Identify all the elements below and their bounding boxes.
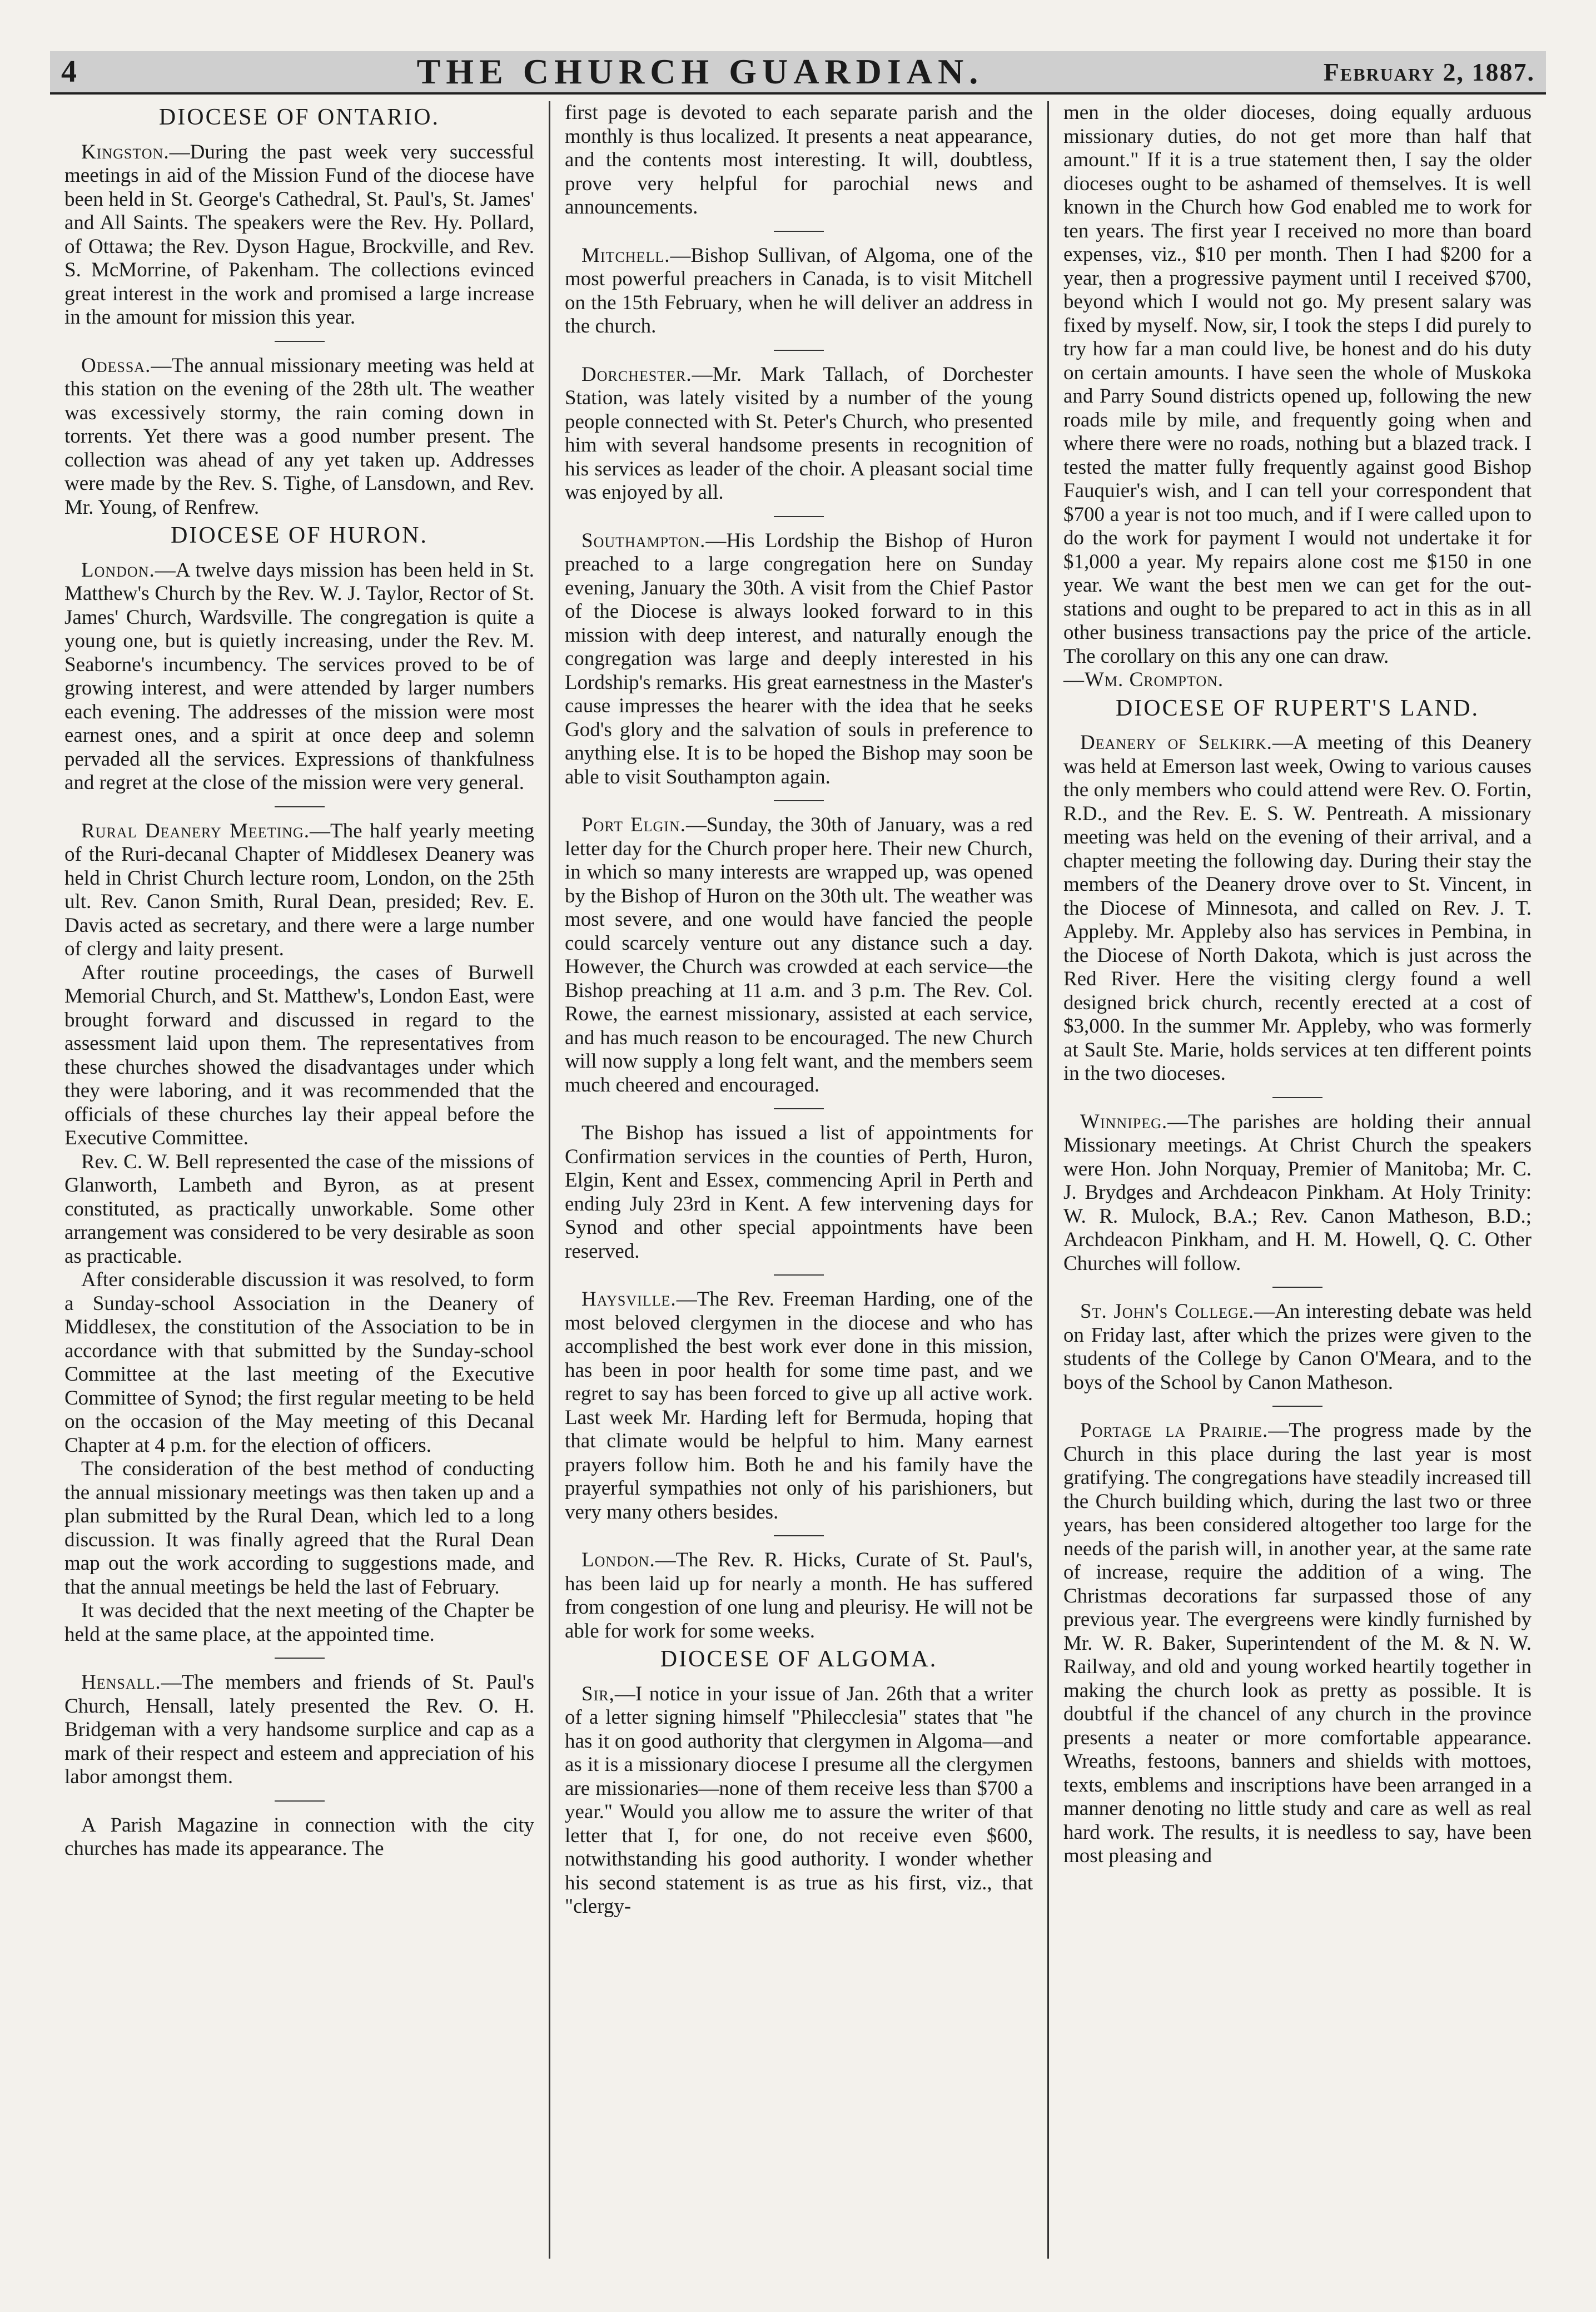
letter-signature: —Wm. Crompton. (1063, 668, 1224, 691)
paragraph-bishop-appointments: The Bishop has issued a list of appointments for Confirmation services in the counties of Perth, Huron, Elgin, Kent and Essex, commencing April in Perth and ending July 23rd in Kent. A few intervening days for Synod and other special appointments have been reserved. (565, 1122, 1033, 1263)
paragraph-parish-magazine: A Parish Magazine in connection with the city churches has made its appearance. The (64, 1813, 534, 1860)
article-london (64, 559, 534, 795)
text-hensall: —The members and friends of St. Paul's Church, Hensall, lately presented the Rev. O. H. Bridgeman with a very handsome surplice and cap as a mark of their respect and esteem and appreciation of his labor amongst them. (64, 1671, 534, 1788)
separator (774, 1535, 824, 1536)
masthead (50, 51, 1546, 95)
article-port-elgin (565, 813, 1033, 1097)
paragraph-after-routine: After routine proceedings, the cases of Burwell Memorial Church, and St. Matthew's, London East, were brought forward and discussed in regard to the assessment laid upon them. The representatives from these churches showed the disadvantages under which they were laboring, and it was recommended that the officials of these churches lay their appeal before the Executive Committee. (64, 961, 534, 1149)
lead-winnipeg: Winnipeg. (1080, 1110, 1168, 1133)
separator (275, 806, 325, 807)
article-haysville (565, 1288, 1033, 1524)
separator (275, 1800, 325, 1802)
article-rural-deanery (64, 820, 534, 961)
lead-london: London. (81, 558, 155, 582)
lead-mitchell: Mitchell. (581, 244, 670, 267)
lead-portage-la-prairie: Portage la Prairie. (1080, 1419, 1269, 1442)
separator (774, 231, 824, 232)
text-odessa: —The annual missionary meeting was held at this station on the evening of the 28th ult. The weather was excessively stormy, the rain coming down in torrents. Yet there was a good number present. The collection was ahead of any yet taken up. Addresses were made by the Rev. S. Tighe, of Lansdown, and Rev. Mr. Young, of Renfrew. (64, 354, 534, 519)
text-haysville: —The Rev. Freeman Harding, one of the most beloved clergymen in the diocese and who has accomplished the best work ever done in this mission, has been in poor health for some time past, and we regret to say has been forced to give up all active work. Last week Mr. Harding left for Bermuda, hoping that that climate would be helpful to him. Many earnest prayers follow him. Both he and his family have the prayerful sympathies not only of his parishioners, but very many others besides. (565, 1288, 1033, 1524)
text-deanery-selkirk: —A meeting of this Deanery was held at Emerson last week, Owing to various causes the only members who could attend were Rev. O. Fortin, R.D., and the Rev. E. S. W. Pentreath. A missionary meeting was held on the evening of their arrival, and a chapter meeting the following day. During their stay the members of the Deanery drove over to St. Vincent, in the Diocese of Minnesota, and called on Rev. J. T. Appleby. Mr. Appleby also has services in Pembina, in the Diocese of North Dakota, which is just across the Red River. Here the visiting clergy found a well designed brick church, recently erected at a cost of $3,000. In the summer Mr. Appleby, who was formerly at Sault Ste. Marie, holds services at ten different points in the two dioceses. (1063, 731, 1532, 1085)
article-winnipeg (1063, 1110, 1532, 1276)
article-deanery-selkirk (1063, 731, 1532, 1086)
lead-sir: Sir, (581, 1682, 615, 1705)
column-3 (1047, 101, 1546, 2259)
heading-diocese-algoma: DIOCESE OF ALGOMA. (660, 1646, 938, 1672)
column-1 (50, 101, 549, 2259)
paragraph-parish-magazine-cont: first page is devoted to each separate parish and the monthly is thus localized. It presents a neat appearance, and the contents most interesting. It will, doubtless, prove very helpful for parochial news and announcements. (565, 101, 1033, 219)
article-odessa (64, 354, 534, 520)
text-portage-la-prairie: —The progress made by the Church in this place during the last year is most gratifying. The congregations have steadily increased till the Church building which, during the last two or three years, has been considered altogether too large for the needs of the parish will, in another year, at the same rate of increase, require the addition of a wing. The Christmas decorations far surpassed those of any previous year. The evergreens were kindly furnished by Mr. W. R. Baker, Superintendent of the M. & N. W. Railway, and old and young worked heartily together in making the church look as pretty as possible. It is doubtful if the chancel of any church in the province presents a neater or more comfortable appearance. Wreaths, festoons, banners and shields with mottoes, texts, emblems and inscriptions have been arranged in a manner denoting no little study and care as well as real hard work. The results, it is needless to say, have been most pleasing and (1063, 1419, 1532, 1867)
paragraph-consideration: The consideration of the best method of conducting the annual missionary meetings was then taken up and a plan submitted by the Rural Dean, which led to a long discussion. It was finally agreed that the Rural Dean map out the work according to suggestions made, and that the annual meetings be held the last of February. (64, 1457, 534, 1599)
text-port-elgin: —Sunday, the 30th of January, was a red letter day for the Church proper here. Their new Church, in which so many interests are wrapped up, was opened by the Bishop of Huron on the 30th ult. The weather was most severe, and one would have fancied the people could scarcely venture out any distance such a day. However, the Church was crowded at each service—the Bishop preaching at 11 a.m. and 3 p.m. The Rev. Col. Rowe, the earnest missionary, assisted at each service, and has much reason to be encouraged. The new Church will now supply a long felt want, and the members seem much cheered and encouraged. (565, 813, 1033, 1097)
lead-st-johns-college: St. John's College. (1080, 1300, 1254, 1323)
separator (774, 1274, 824, 1276)
letter-algoma-cont: men in the older dioceses, doing equally arduous missionary duties, do not get more than half that amount." If it is a true statement then, I say the older dioceses ought to be ashamed of themselves. It is well known in the Church how God enabled me to work for ten years. The first year I received no more than board expenses, viz., $10 per month. Then I had $200 for a year, then a progressive payment until I received $700, beyond which I would not go. My present salary was fixed by myself. Now, sir, I took the steps I did purely to try how far a man could live, be honest and do his duty on certain amounts. I have seen the whole of Muskoka and Parry Sound districts opened up, following the new roads mile by mile, and frequently going when and where there were no roads, nothing but a blazed track. I tested the matter fully frequently against good Bishop Fauquier's wish, and I can tell your correspondent that $700 a year is not too much, and if I were called upon to do the work for payment I would not undertake it for $1,000 a year. My repairs alone cost me $150 in one year. We want the best men we can get for the out-stations and ought to be prepared to act in this as in all other business transactions pay the price of the article. The corollary on this any one can draw. (1063, 101, 1532, 668)
lead-port-elgin: Port Elgin. (581, 813, 686, 836)
separator (774, 1108, 824, 1109)
text-london-hicks: —The Rev. R. Hicks, Curate of St. Paul's, has been laid up for nearly a month. He has suffered from congestion of one lung and pleurisy. He will not be able for work for some weeks. (565, 1549, 1033, 1643)
article-portage-la-prairie (1063, 1419, 1532, 1868)
text-kingston: —During the past week very successful meetings in aid of the Mission Fund of the diocese have been held in St. George's Cathedral, St. Paul's, St. James' and All Saints. The speakers were the Rev. Hy. Pollard, of Ottawa; the Rev. Dyson Hague, Brockville, and Rev. S. McMorrine, of Pakenham. The collections evinced great interest in the work and promised a large increase in the amount for mission this year. (64, 140, 534, 329)
lead-southampton: Southampton. (581, 529, 706, 552)
separator (774, 350, 824, 351)
text-st-johns-college: —An interesting debate was held on Friday last, after which the prizes were given to the students of the College by Canon O'Meara, and to the boys of the School by Canon Matheson. (1063, 1300, 1532, 1394)
column-2 (549, 101, 1047, 2259)
paragraph-bell: Rev. C. W. Bell represented the case of the missions of Glanworth, Lambeth and Byron, as at present constituted, as practically unworkable. Some other arrangement was considered to be very desirable as soon as practicable. (64, 1150, 534, 1268)
text-dorchester: —Mr. Mark Tallach, of Dorchester Station, was lately visited by a number of the young people connected with St. Peter's Church, who presented him with several handsome presents in recognition of his services as leader of the choir. A pleasant social time was enjoyed by all. (565, 363, 1033, 504)
page-number: 4 (61, 54, 77, 89)
issue-date: February 2, 1887. (1323, 57, 1535, 86)
lead-hensall: Hensall. (81, 1671, 161, 1694)
separator (1272, 1406, 1322, 1407)
article-mitchell (565, 244, 1033, 339)
lead-odessa: Odessa. (81, 354, 151, 377)
paragraph-decided: It was decided that the next meeting of the Chapter be held at the same place, at the appointed time. (64, 1599, 534, 1646)
text-mitchell: —Bishop Sullivan, of Algoma, one of the most powerful preachers in Canada, is to visit Mitchell on the 15th February, when he will deliver an address in the church. (565, 244, 1033, 338)
text-rural-deanery: —The half yearly meeting of the Ruri-decanal Chapter of Middlesex Deanery was held in Christ Church lecture room, London, on the 25th ult. Rev. Canon Smith, Rural Dean, presided; Rev. E. Davis acted as secretary, and there were a large number of clergy and laity present. (64, 819, 534, 960)
heading-diocese-ontario: DIOCESE OF ONTARIO. (158, 105, 440, 130)
separator (275, 1658, 325, 1659)
text-winnipeg: —The parishes are holding their annual Missionary meetings. At Christ Church the speakers were Hon. John Norquay, Premier of Manitoba; Mr. C. J. Brydges and Archdeacon Pinkham. At Holy Trinity: W. R. Mulock, B.A.; Rev. Canon Matheson, B.D.; Archdeacon Pinkham, and H. M. Howell, Q. C. Other Churches will follow. (1063, 1110, 1532, 1275)
separator (275, 341, 325, 342)
separator (774, 800, 824, 801)
paragraph-after-discussion: After considerable discussion it was resolved, to form a Sunday-school Association in the Deanery of Middlesex, the constitution of the Association to be in accordance with that submitted by the Sunday-school Committee at the last meeting of the Executive Committee of Synod; the first regular meeting to be held on the occasion of the May meeting of this Decanal Chapter at 4 p.m. for the election of officers. (64, 1268, 534, 1457)
newspaper-title: THE CHURCH GUARDIAN. (416, 52, 984, 91)
separator (1272, 1097, 1322, 1098)
text-letter-algoma: —I notice in your issue of Jan. 26th that a writer of a letter signing himself "Philecclesia" states that "he has it on good authority that clergymen in Algoma—and as it is a missionary diocese I presume all the clergymen are missionaries—none of them receive less than $700 a year." Would you allow me to assure the writer of that letter that I, for one, do not receive even $600, notwithstanding his good authority. I wonder whether his second statement is as true as his first, viz., that "clergy- (565, 1682, 1033, 1918)
lead-london-hicks: London. (581, 1549, 655, 1571)
lead-rural-deanery: Rural Deanery Meeting. (81, 819, 310, 842)
article-kingston (64, 141, 534, 330)
separator (1272, 1287, 1322, 1288)
text-london: —A twelve days mission has been held in St. Matthew's Church by the Rev. W. J. Taylor, Rector of St. James' Church, Wardsville. The congregation is quite a young one, but is quietly increasing, under the Rev. M. Seaborne's incumbency. The services proved to be of growing interest, and were attended by larger numbers each evening. The addresses of the mission were most earnest ones, and a spirit at once deep and solemn pervaded all the services. Expressions of thankfulness and regret at the close of the mission were very general. (64, 558, 534, 794)
heading-diocese-ruperts-land: DIOCESE OF RUPERT'S LAND. (1115, 695, 1480, 721)
heading-diocese-huron: DIOCESE OF HURON. (171, 523, 428, 548)
lead-deanery-selkirk: Deanery of Selkirk. (1080, 731, 1272, 754)
lead-dorchester: Dorchester. (581, 363, 692, 386)
article-london-hicks (565, 1549, 1033, 1643)
article-columns (50, 101, 1546, 2259)
text-southampton: —His Lordship the Bishop of Huron preached to a large congregation here on Sunday evening, January the 30th. A visit from the Chief Pastor of the Diocese is always looked forward to in this mission with deep interest, and naturally enough the congregation was large and deeply interested in his Lordship's remarks. His great earnestness in the Master's cause impresses the hearer with the idea that he seeks God's glory and the salvation of souls in preference to anything else. It is to be hoped the Bishop may soon be able to visit Southampton again. (565, 529, 1033, 788)
lead-haysville: Haysville. (581, 1288, 677, 1311)
letter-algoma (565, 1683, 1033, 1919)
article-southampton (565, 529, 1033, 790)
separator (774, 516, 824, 517)
lead-kingston: Kingston. (81, 140, 170, 163)
article-st-johns-college (1063, 1300, 1532, 1395)
article-hensall (64, 1671, 534, 1789)
article-dorchester (565, 363, 1033, 505)
